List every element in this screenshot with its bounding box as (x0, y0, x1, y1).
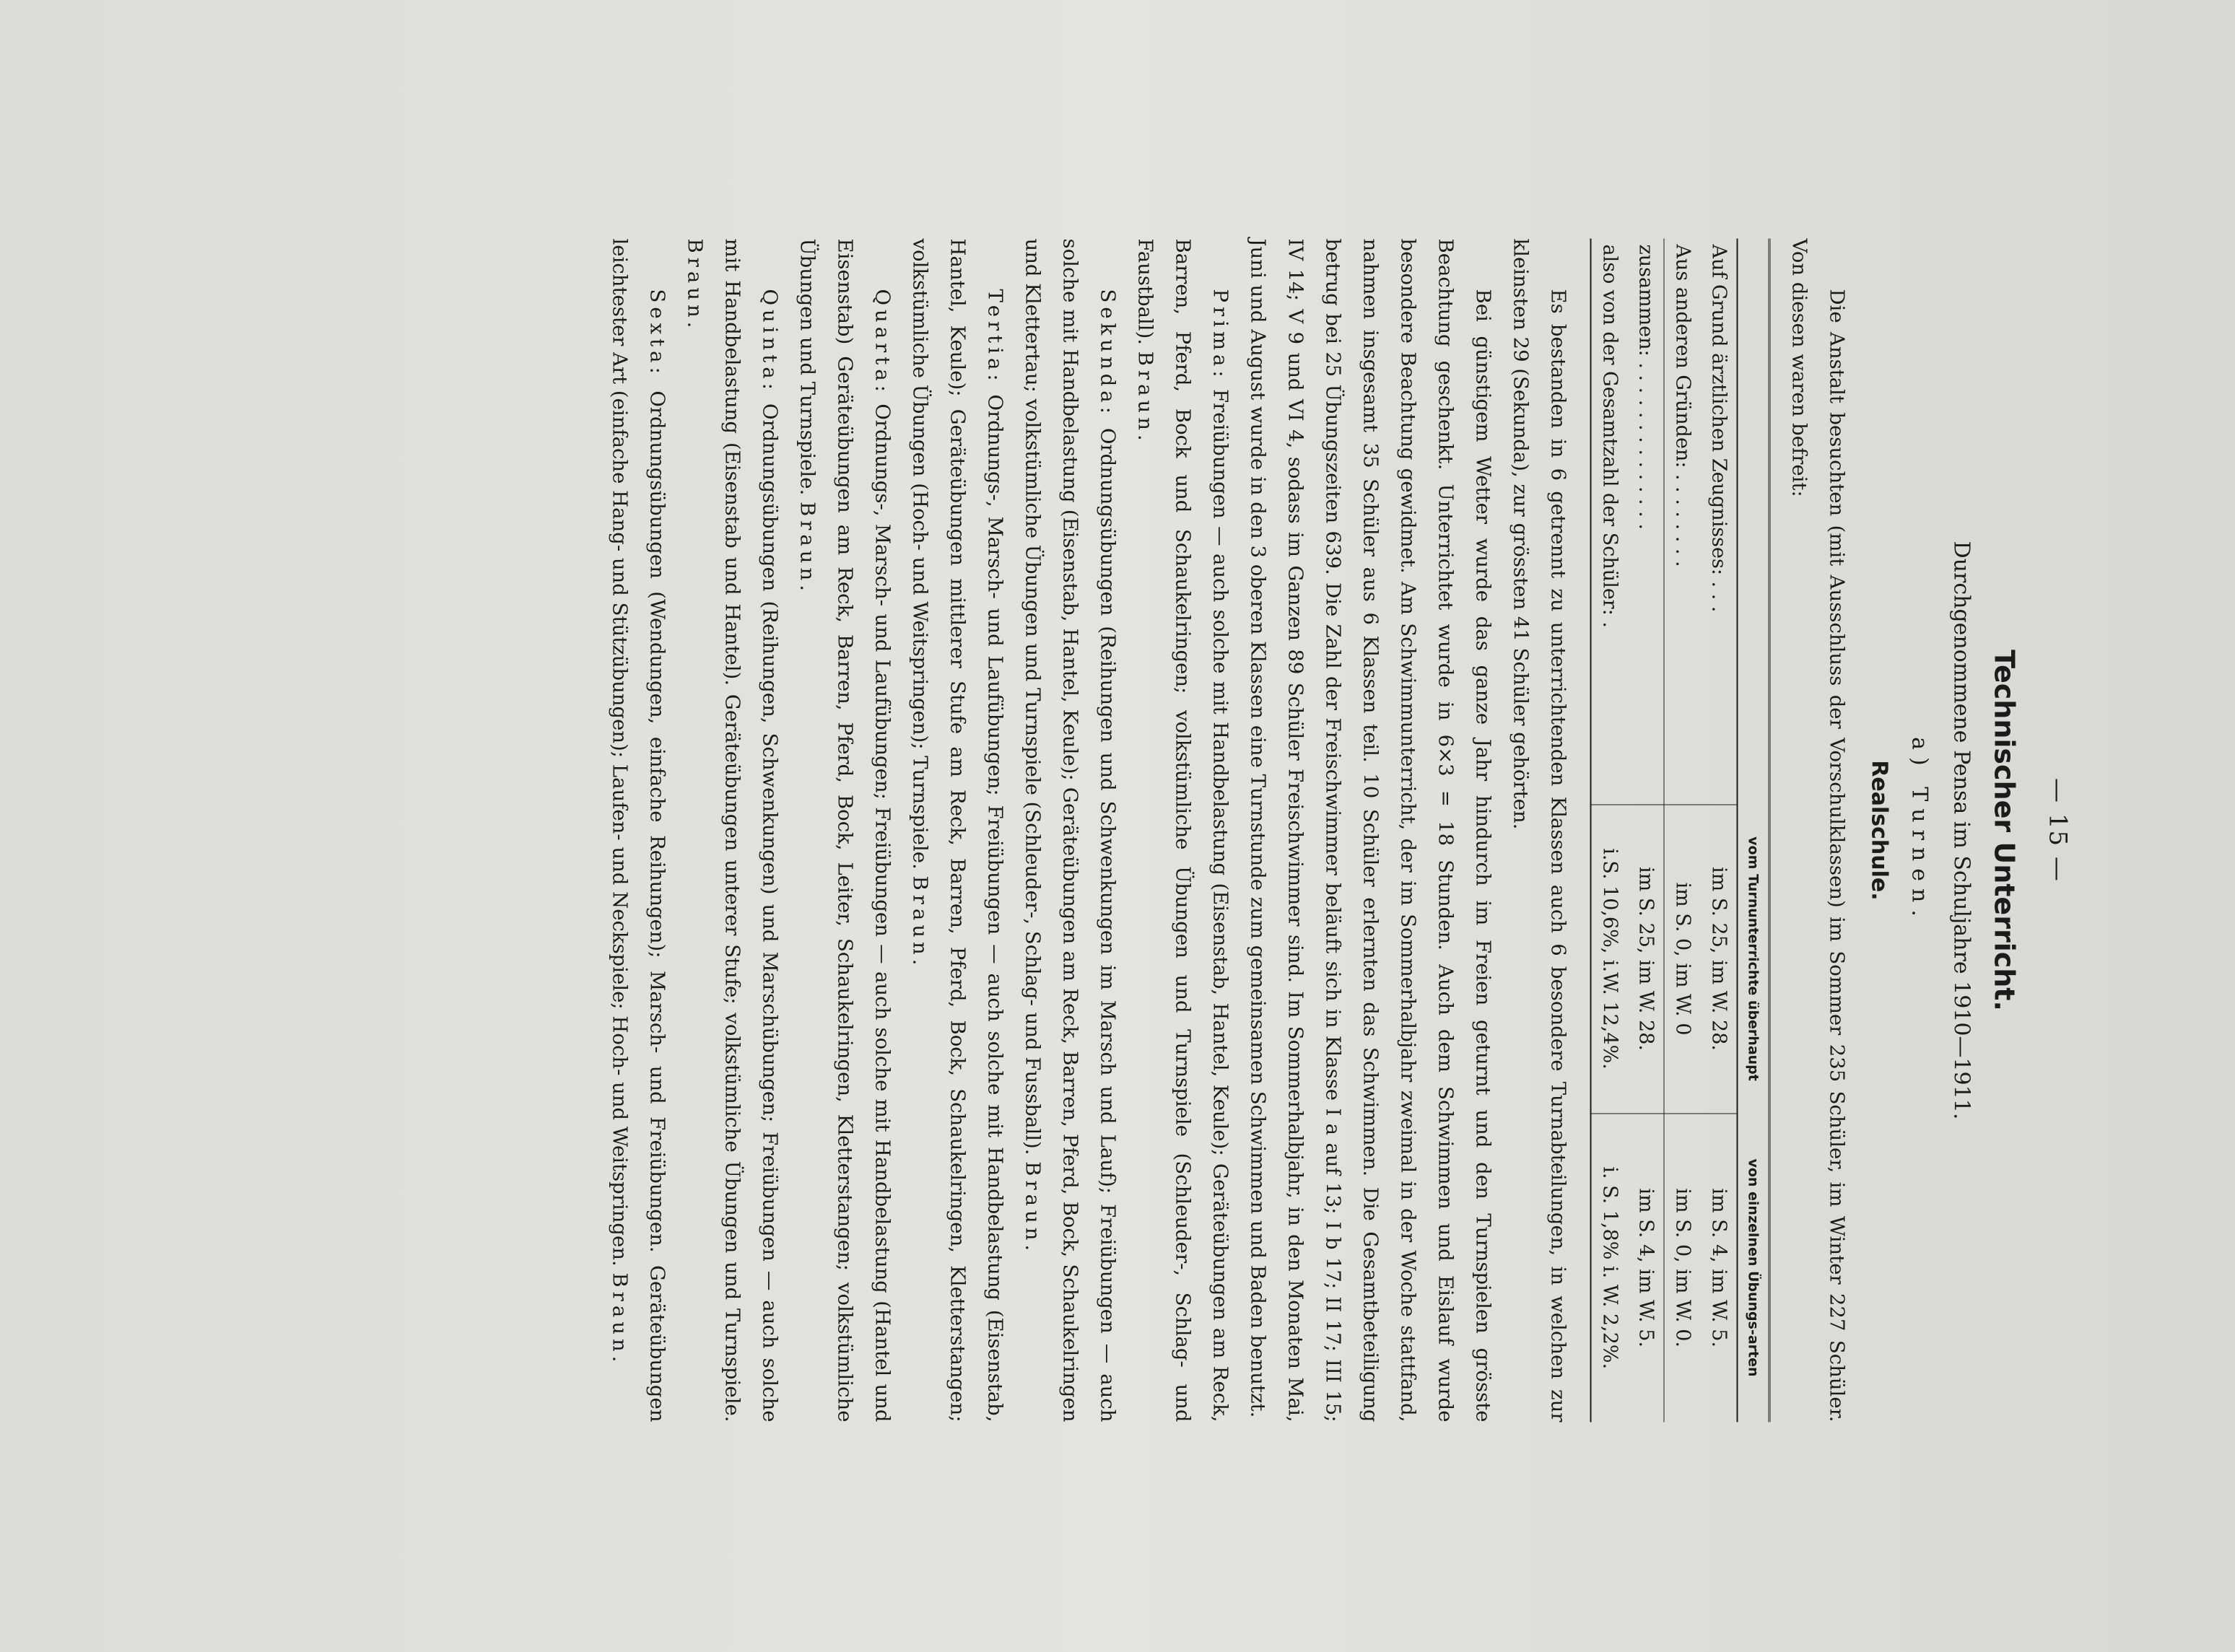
page-subtitle: Durchgenommene Pensa im Schuljahre 1910—1911. (1948, 541, 1974, 1119)
table-header-partial: von einzelnen Übungs-arten (1737, 1113, 1769, 1422)
teacher-name: Braun. (608, 1272, 631, 1366)
table-header-overall: vom Turnunterrichte überhaupt (1737, 804, 1769, 1113)
class-label-prima: Prima: (1208, 289, 1232, 382)
class-label-quarta: Quarta: (871, 289, 894, 396)
row-label: Aus anderen Gründen: . . . . . . . . (1671, 244, 1694, 567)
exemption-table (1590, 238, 1770, 1422)
class-text-quinta: Ordnungsübungen (Reihungen, Schwenkungen) und Marschübungen; Freiübungen — auch solche mit Handbelastung (Eisenstab und Hantel). Geräteübungen unterer Stufe; volkstümliche Übungen und Turnspiele. (720, 238, 781, 1422)
class-sexta (601, 238, 676, 1422)
row-value-overall: im S. 0, im W. 0 (1664, 804, 1701, 1113)
page-title: Technischer Unterricht. (1988, 649, 2020, 1011)
class-quinta (676, 238, 788, 1422)
percent-value-overall: i.S. 10,6%, i.W. 12,4%. (1590, 804, 1627, 1113)
paragraph-swimming: Bei günstigem Wetter wurde das ganze Jahr hindurch im Freien geturnt und den Turnspielen grösste Beachtung geschenkt. Unterrichtet wurde in 6×3 = 18 Stunden. Auch dem Schwimmen und Eislauf wurde besondere Beachtung gewidmet. Am Schwimmunterricht, der im Sommerhalbjahr zweimal in der Woche stattfand, nahmen insgesamt 35 Schüler aus 6 Klassen teil. 10 Schüler erlernten das Schwimmen. Die Gesamtbeteiligung betrug bei 25 Übungszeiten 639. Die Zahl der Freischwimmer beläuft sich in Klasse I a auf 13; I b 17; II 17; III 15; IV 14; V 9 und VI 4, sodass im Ganzen 89 Schüler Freischwimmer sind. Im Sommerhalbjahr, in den Monaten Mai, Juni und August wurde in den 3 oberen Klassen eine Turnstunde zum gemeinsamen Schwimmen und Baden benutzt. (1246, 238, 1494, 1422)
sum-value-partial: im S. 4, im W. 5. (1627, 1113, 1664, 1422)
page-number: — 15 — (2043, 777, 2072, 883)
class-label-quinta: Quinta: (758, 289, 781, 394)
percent-label: also von der Gesamtzahl der Schüler: . (1590, 238, 1627, 804)
class-text-sekunda: Ordnungsübungen (Reihungen und Schwenkungen im Marsch und Lauf); Freiübungen — auch solche mit Handbelastung (Eisenstab, Hantel, Keule); Geräteübungen am Reck, Barren, Pferd, Bock, Schaukelringen und Klettertau; volkstümliche Übungen und Turnspiele (Schleuder-, Schlag- und Fussball). (1021, 238, 1119, 1422)
class-text-quarta: Ordnungs-, Marsch- und Laufübungen; Freiübungen — auch solche mit Handbelastung (Hantel und Eisenstab) Geräteübungen am Reck, Barren, Pferd, Bock, Leiter, Schaukelringen, Kletterstangen; volkstümliche Übungen und Turnspiele. (796, 238, 894, 1422)
teacher-name: Braun. (908, 875, 931, 969)
row-value-overall: im S. 25, im W. 28. (1700, 804, 1737, 1113)
table-sum-row (1627, 238, 1664, 1422)
sum-label: zusammen: . . . . . . . . . . . . . . (1627, 238, 1664, 804)
paragraph-divisions: Es bestanden in 6 getrennt zu unterrichtenden Klassen auch 6 besondere Turnabteilungen, in welchen zur kleinsten 29 (Sekunda), zur grössten 41 Schüler gehörten. (1509, 238, 1569, 1422)
teacher-name: Braun. (796, 501, 819, 595)
school-heading: Realschule. (1866, 759, 1891, 901)
table-percent-row (1590, 238, 1627, 1422)
table-header-label (1737, 238, 1769, 804)
table-row (1700, 238, 1737, 1422)
row-value-partial: im S. 4, im W. 5. (1700, 1113, 1737, 1422)
teacher-name: Braun. (1021, 1161, 1044, 1255)
section-heading: a) Turnen. (1907, 736, 1932, 924)
class-text-sexta: Ordnungsübungen (Wendungen, einfache Reihungen); Marsch- und Freiübungen. Geräteübungen leichtester Art (einfache Hang- und Stützübungen); Laufen- und Neckspiele; Hoch- und Weitspringen. (608, 238, 668, 1422)
class-label-sexta: Sexta: (645, 289, 668, 378)
class-tertia (901, 238, 1014, 1422)
teacher-name: Braun. (1133, 351, 1156, 445)
row-label: Auf Grund ärztlichen Zeugnisses: . . . (1707, 244, 1730, 612)
table-row (1664, 238, 1701, 1422)
class-prima (1126, 238, 1239, 1422)
class-quarta (788, 238, 901, 1422)
sum-value-overall: im S. 25, im W. 28. (1627, 804, 1664, 1113)
class-sekunda (1014, 238, 1126, 1422)
row-value-partial: im S. 0, im W. 0. (1664, 1113, 1701, 1422)
teacher-name: Braun. (683, 238, 706, 332)
class-text-prima: Freiübungen — auch solche mit Handbelastung (Eisenstab, Hantel, Keule); Geräteübungen am Reck, Barren, Pferd, Bock und Schaukelringen; volkstümliche Übungen und Turnspiele (Schleuder-, Schlag- und Faustball). (1133, 238, 1232, 1422)
class-label-sekunda: Sekunda: (1096, 289, 1119, 418)
percent-value-partial: i. S. 1,8% i. W. 2,2%. (1590, 1113, 1627, 1422)
class-text-tertia: Ordnungs-, Marsch- und Laufübungen; Freiübungen — auch solche mit Handbelastung (Eisenstab, Hantel, Keule); Geräteübungen mittlerer Stufe am Reck, Barren, Pferd, Bock, Schaukelringen, Kletterstangen; volkstümliche Übungen (Hoch- und Weitspringen); Turnspiele. (908, 238, 1006, 1422)
page-body (601, 238, 2076, 1422)
class-label-tertia: Tertia: (983, 289, 1006, 385)
intro-paragraph: Die Anstalt besuchten (mit Ausschluss der Vorschulklassen) im Sommer 235 Schüler, im Winter 227 Schüler. Von diesen waren befreit: (1787, 238, 1848, 1422)
table-header-row (1737, 238, 1769, 1422)
